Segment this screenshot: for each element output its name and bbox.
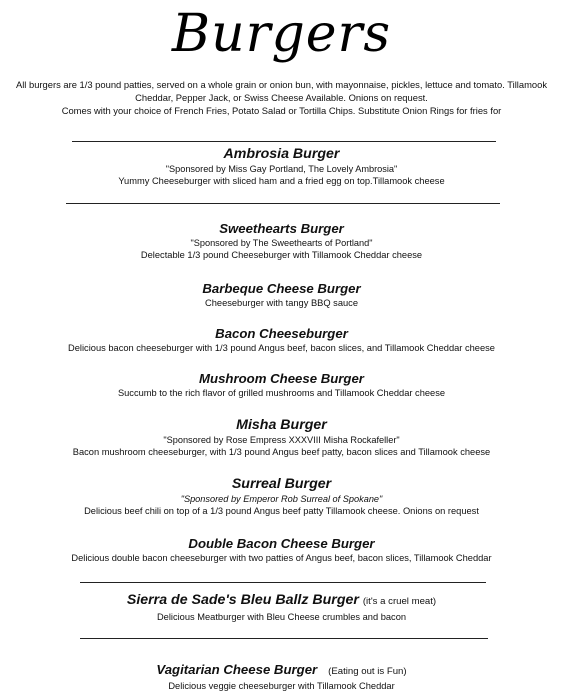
item-note: (Eating out is Fun)	[328, 666, 407, 677]
item-description: Yummy Cheeseburger with sliced ham and a fried egg on top.Tillamook cheese	[118, 176, 445, 186]
menu-item-surreal-burger	[0, 475, 563, 517]
item-name	[0, 591, 563, 611]
item-description: Delectable 1/3 pound Cheeseburger with Tillamook Cheddar cheese	[140, 250, 423, 260]
item-name: Barbeque Cheese Burger	[202, 281, 361, 296]
item-name: Bacon Cheeseburger	[215, 326, 348, 341]
item-description: Bacon mushroom cheeseburger, with 1/3 pound Angus beef patty, bacon slices and Tillamook cheese	[72, 447, 491, 457]
menu-item-mushroom-cheese-burger	[0, 370, 563, 399]
item-note: (it's a cruel meat)	[362, 596, 437, 607]
intro-line: Cheddar, Pepper Jack, or Swiss Cheese Available. Onions on request.	[135, 92, 428, 103]
item-name: Misha Burger	[236, 417, 327, 433]
item-description: Cheeseburger with tangy BBQ sauce	[205, 298, 358, 308]
item-name	[0, 661, 563, 680]
item-name-text: Sierra de Sade's Bleu Ballz Burger	[126, 592, 359, 608]
divider	[72, 141, 496, 142]
menu-item-vagitarian-cheese-burger	[0, 661, 563, 692]
item-sponsor: "Sponsored by Emperor Rob Surreal of Spokane"	[180, 494, 383, 504]
item-name: Mushroom Cheese Burger	[199, 371, 364, 386]
item-description: Delicious double bacon cheeseburger with two patties of Angus beef, bacon slices, Tillamook Cheddar	[71, 553, 492, 563]
menu-item-sweethearts-burger	[0, 220, 563, 261]
item-description: Delicious Meatburger with Bleu Cheese crumbles and bacon	[156, 612, 407, 622]
intro-text	[12, 78, 551, 117]
item-description: Succumb to the rich flavor of grilled mushrooms and Tillamook Cheddar cheese	[117, 388, 446, 398]
item-name: Sweethearts Burger	[219, 221, 344, 236]
page-title: Burgers	[171, 4, 392, 64]
item-description: Delicious veggie cheeseburger with Tillamook Cheddar	[168, 681, 395, 691]
divider	[80, 582, 486, 583]
menu-item-bacon-cheeseburger	[0, 325, 563, 354]
menu-item-ambrosia-burger	[0, 145, 563, 187]
divider	[66, 203, 500, 204]
intro-line: Comes with your choice of French Fries, Potato Salad or Tortilla Chips. Substitute Onion Rings for fries for	[61, 105, 502, 116]
item-sponsor: "Sponsored by Miss Gay Portland, The Lovely Ambrosia"	[165, 164, 398, 174]
menu-item-misha-burger	[0, 416, 563, 458]
divider	[80, 638, 488, 639]
item-name: Ambrosia Burger	[223, 146, 340, 162]
item-sponsor: "Sponsored by Rose Empress XXXVIII Misha Rockafeller"	[163, 435, 400, 445]
menu-item-barbeque-cheese-burger	[0, 280, 563, 309]
item-description: Delicious beef chili on top of a 1/3 pound Angus beef patty Tillamook cheese. Onions on request	[84, 506, 479, 516]
item-sponsor: "Sponsored by The Sweethearts of Portland"	[190, 238, 373, 248]
item-name: Surreal Burger	[231, 476, 332, 492]
item-name-text: Vagitarian Cheese Burger	[156, 662, 318, 677]
menu-item-bleu-ballz-burger	[0, 591, 563, 623]
menu-item-double-bacon-cheese-burger	[0, 535, 563, 564]
intro-line: All burgers are 1/3 pound patties, served on a whole grain or onion bun, with mayonnaise, pickles, lettuce and tomato. Tillamook	[15, 79, 548, 90]
item-description: Delicious bacon cheeseburger with 1/3 pound Angus beef, bacon slices, and Tillamook Cheddar cheese	[68, 343, 495, 353]
item-name: Double Bacon Cheese Burger	[188, 536, 375, 551]
